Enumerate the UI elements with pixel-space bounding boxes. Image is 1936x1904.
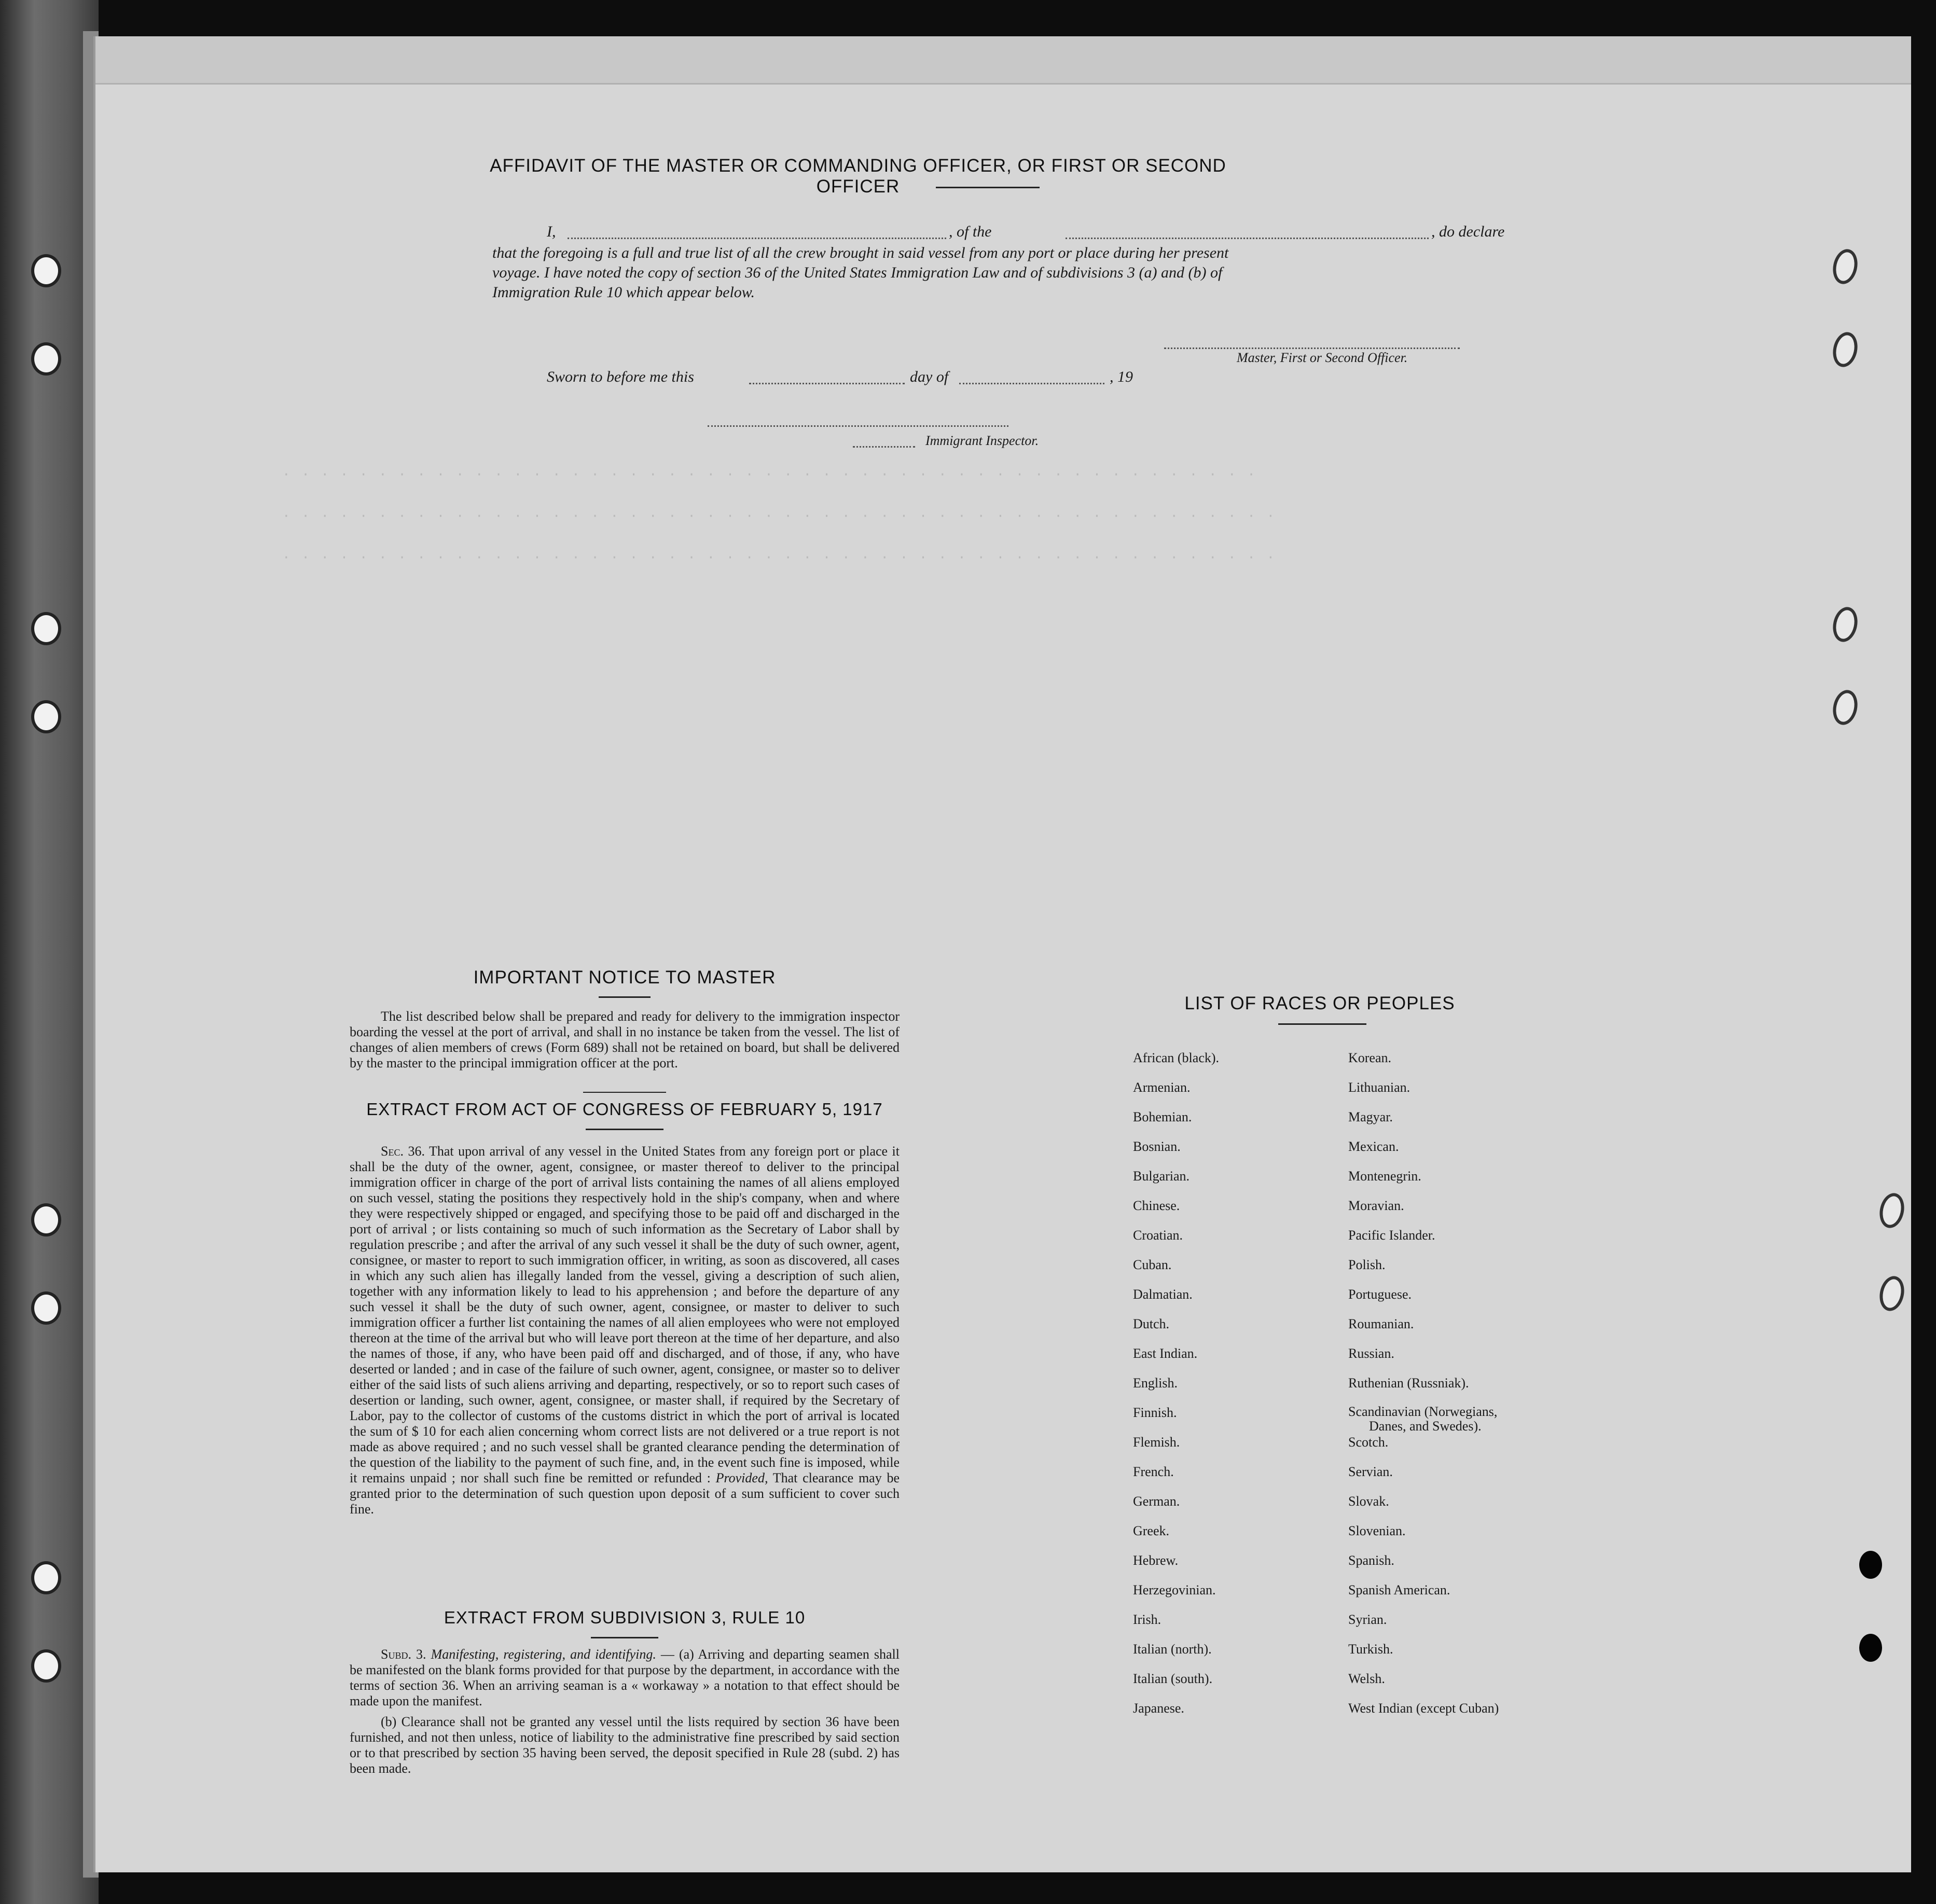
race-item: Chinese. xyxy=(1133,1198,1180,1213)
master-signature-blank xyxy=(1164,348,1460,349)
vessel-blank xyxy=(1066,238,1429,239)
race-item: Bosnian. xyxy=(1133,1139,1181,1154)
punch-hole-right xyxy=(1830,688,1860,727)
race-item: Pacific Islander. xyxy=(1348,1228,1435,1243)
rule-a-text xyxy=(350,1647,900,1709)
race-item: Hebrew. xyxy=(1133,1553,1179,1568)
race-item: East Indian. xyxy=(1133,1346,1198,1361)
notice-text: The list described below shall be prepared and ready for delivery to the immigration inspector boarding the vessel at the port of arrival, and shall in no instance be taken from the vessel. The list of changes of alien members of crews (Form 689) shall not be retained on board, but shall be delivered by the master to the principal immigration officer at the port. xyxy=(350,1009,900,1071)
punch-hole xyxy=(31,1561,61,1594)
rule-b-text: (b) Clearance shall not be granted any vessel until the lists required by section 36 have been furnished, and not then unless, notice of liability to the administrative fine prescribed by said section or to that prescribed by section 35 having been served, the deposit specified in Rule 28 (subd. 2) has been made. xyxy=(350,1714,900,1776)
race-item: Slovak. xyxy=(1348,1494,1389,1509)
bleed-through-text: · · · · · · · · · · · · · · · · · · · · · · · · · · · · · · · · · · · · · · · · · · · · · · · · · · · · xyxy=(282,550,1277,565)
punch-hole xyxy=(31,342,61,376)
race-item: Bohemian. xyxy=(1133,1109,1192,1124)
race-item: Cuban. xyxy=(1133,1257,1172,1272)
race-item: Spanish American. xyxy=(1348,1582,1450,1597)
notice-underline xyxy=(599,996,651,998)
punch-hole-right xyxy=(1830,247,1860,286)
race-item: Greek. xyxy=(1133,1523,1170,1538)
day-of-label: day of xyxy=(910,368,949,385)
race-item-continuation: Danes, and Swedes). xyxy=(1369,1419,1482,1434)
section-divider xyxy=(583,1092,666,1093)
punch-hole xyxy=(31,254,61,287)
race-item: Irish. xyxy=(1133,1612,1161,1627)
subd-label: Subd. 3. xyxy=(381,1647,426,1662)
race-item: Syrian. xyxy=(1348,1612,1387,1627)
races-underline xyxy=(1278,1023,1366,1025)
notice-title: IMPORTANT NOTICE TO MASTER xyxy=(473,967,776,988)
punch-hole-right xyxy=(1830,605,1860,644)
inspector-signature-blank xyxy=(708,425,1008,427)
inspector-leader-dots xyxy=(853,446,915,448)
race-item: French. xyxy=(1133,1464,1174,1479)
affidavit-do-declare: , do declare xyxy=(1431,223,1505,240)
sworn-label: Sworn to before me this xyxy=(547,368,694,385)
affidavit-i: I, xyxy=(547,223,556,240)
punch-hole xyxy=(31,1649,61,1683)
punch-hole xyxy=(31,1291,61,1325)
race-item: Japanese. xyxy=(1133,1701,1184,1716)
binding-strip xyxy=(0,0,99,1904)
race-item: Armenian. xyxy=(1133,1080,1191,1095)
punch-hole xyxy=(31,700,61,733)
race-item: Scandinavian (Norwegians, xyxy=(1348,1404,1498,1419)
subd-a-body: — (a) Arriving and departing seamen shall be manifested on the blank forms provided for that purpose by the department, in accordance with the terms of section 36. When an arriving seaman is a « workaway » a notation to that effect should be made upon the manifest. xyxy=(350,1647,900,1708)
race-item: Moravian. xyxy=(1348,1198,1404,1213)
race-item: Croatian. xyxy=(1133,1228,1183,1243)
races-title: LIST OF RACES OR PEOPLES xyxy=(1184,993,1455,1013)
race-item: African (black). xyxy=(1133,1050,1220,1065)
race-item: Herzegovinian. xyxy=(1133,1582,1216,1597)
race-item: Welsh. xyxy=(1348,1671,1385,1686)
section-36-label: Sec. 36. xyxy=(381,1144,425,1159)
section-36-text xyxy=(350,1144,900,1517)
affidavit-line-3: voyage. I have noted the copy of section 36 of the United States Immigration Law and of subdivisions 3 (a) and (b) of xyxy=(492,264,1223,281)
extract-act-underline xyxy=(586,1129,663,1130)
title-underline xyxy=(936,187,1040,188)
bleed-through-text: · · · · · · · · · · · · · · · · · · · · · · · · · · · · · · · · · · · · · · · · · · · · · · · · · · · · xyxy=(282,508,1277,524)
race-item: English. xyxy=(1133,1375,1178,1391)
master-signature-label: Master, First or Second Officer. xyxy=(1237,350,1408,365)
name-blank xyxy=(568,238,946,239)
subd-title: Manifesting, registering, and identifying. xyxy=(431,1647,656,1662)
race-item: Finnish. xyxy=(1133,1405,1177,1420)
race-item: Montenegrin. xyxy=(1348,1169,1421,1184)
races-column-2 xyxy=(1348,1050,1582,1730)
race-item: Spanish. xyxy=(1348,1553,1394,1568)
race-item: Magyar. xyxy=(1348,1109,1393,1124)
extract-rule-title: EXTRACT FROM SUBDIVISION 3, RULE 10 xyxy=(444,1608,806,1627)
race-item: Portuguese. xyxy=(1348,1287,1412,1302)
punch-hole xyxy=(31,1203,61,1236)
page-top-band xyxy=(95,36,1911,85)
race-item: Italian (north). xyxy=(1133,1642,1212,1657)
section-36-body: That upon arrival of any vessel in the United States from any foreign port or place it shall be the duty of the owner, agent, consignee, or master thereof to deliver to the principal immigration officer in charge of the port of arrival lists containing the names of all aliens employed on such vessel, stating the positions they respectively hold in the ship's company, when and where they were respectively shipped or engaged, and specifying those to be paid off and discharged in the port of arrival ; or lists containing so much of such information as the Secretary of Labor shall by regulation prescribe ; and after the arrival of any such vessel it shall be the duty of such owner, agent, consignee, or master to report to such immigration officer, in writing, as soon as discovered, all cases in which any such alien has illegally landed from the vessel, giving a description of such alien, together with any information likely to lead to his apprehension ; and before the departure of any such vessel it shall be the duty of such owner, agent, consignee, or master to deliver to such immigration officer a further list containing the names of all alien employees who were not employed thereon at the time of the arrival but who will leave port thereon at the time of her departure, and also the names of those, if any, who have been paid off and discharged, and of those, if any, who have deserted or landed ; and in case of the failure of such owner, agent, consignee, or master so to deliver either of the said lists of such aliens arriving and departing, respectively, or so to report such cases of desertion or landing, such owner, agent, consignee, or master shall, if required by the Secretary of Labor, pay to the collector of customs of the customs district in which the port of arrival is located the sum of $ 10 for each alien concerning whom correct lists are not delivered or a true report is not made as above required ; and no such vessel shall be granted clearance pending the determination of the question of the liability to the payment of such fine, and, in the event such fine is imposed, while it remains unpaid ; nor shall such fine be remitted or refunded : xyxy=(350,1144,900,1485)
race-item: Ruthenian (Russniak). xyxy=(1348,1375,1469,1391)
races-column-1 xyxy=(1133,1050,1340,1730)
race-item: Roumanian. xyxy=(1348,1316,1414,1331)
race-item: Lithuanian. xyxy=(1348,1080,1410,1095)
inspector-label: Immigrant Inspector. xyxy=(925,433,1039,448)
punch-hole-right xyxy=(1876,1274,1907,1313)
race-item: Slovenian. xyxy=(1348,1523,1406,1538)
race-item: Flemish. xyxy=(1133,1435,1180,1450)
punch-hole-dark xyxy=(1859,1551,1882,1579)
month-blank xyxy=(959,383,1104,384)
punch-hole-right xyxy=(1830,330,1860,369)
extract-rule-underline xyxy=(591,1637,658,1638)
sworn-day-blank xyxy=(749,383,905,384)
affidavit-line-4: Immigration Rule 10 which appear below. xyxy=(492,284,755,301)
race-item: Mexican. xyxy=(1348,1139,1399,1154)
document-page xyxy=(93,36,1911,1872)
punch-hole-dark xyxy=(1859,1634,1882,1662)
race-item: Bulgarian. xyxy=(1133,1169,1190,1184)
year-label: , 19 xyxy=(1110,368,1133,385)
affidavit-title: AFFIDAVIT OF THE MASTER OR COMMANDING OFFICER, OR FIRST OR SECOND OFFICER xyxy=(490,156,1226,197)
affidavit-line-2: that the foregoing is a full and true list of all the crew brought in said vessel from any port or place during her present xyxy=(492,244,1229,261)
race-item: Russian. xyxy=(1348,1346,1394,1361)
race-item: Dutch. xyxy=(1133,1316,1170,1331)
race-item: Servian. xyxy=(1348,1464,1393,1479)
race-item: Dalmatian. xyxy=(1133,1287,1193,1302)
section-36-proviso: That clearance may be granted prior to the determination of such question upon deposit of a sum sufficient to cover such fine. xyxy=(350,1470,900,1517)
race-item: Scotch. xyxy=(1348,1435,1389,1450)
race-item: West Indian (except Cuban) xyxy=(1348,1701,1499,1716)
race-item: German. xyxy=(1133,1494,1180,1509)
bleed-through-text: · · · · · · · · · · · · · · · · · · · · · · · · · · · · · · · · · · · · · · · · · · · · · · · · · · · xyxy=(282,467,1257,482)
punch-hole xyxy=(31,612,61,645)
race-item: Polish. xyxy=(1348,1257,1386,1272)
provided-label: Provided, xyxy=(715,1470,768,1485)
race-item: Korean. xyxy=(1348,1050,1392,1065)
extract-act-title: EXTRACT FROM ACT OF CONGRESS OF FEBRUARY 5, 1917 xyxy=(366,1100,883,1119)
race-item: Italian (south). xyxy=(1133,1671,1213,1686)
punch-hole-right xyxy=(1876,1191,1907,1230)
affidavit-of-the: , of the xyxy=(949,223,992,240)
race-item: Turkish. xyxy=(1348,1642,1393,1657)
